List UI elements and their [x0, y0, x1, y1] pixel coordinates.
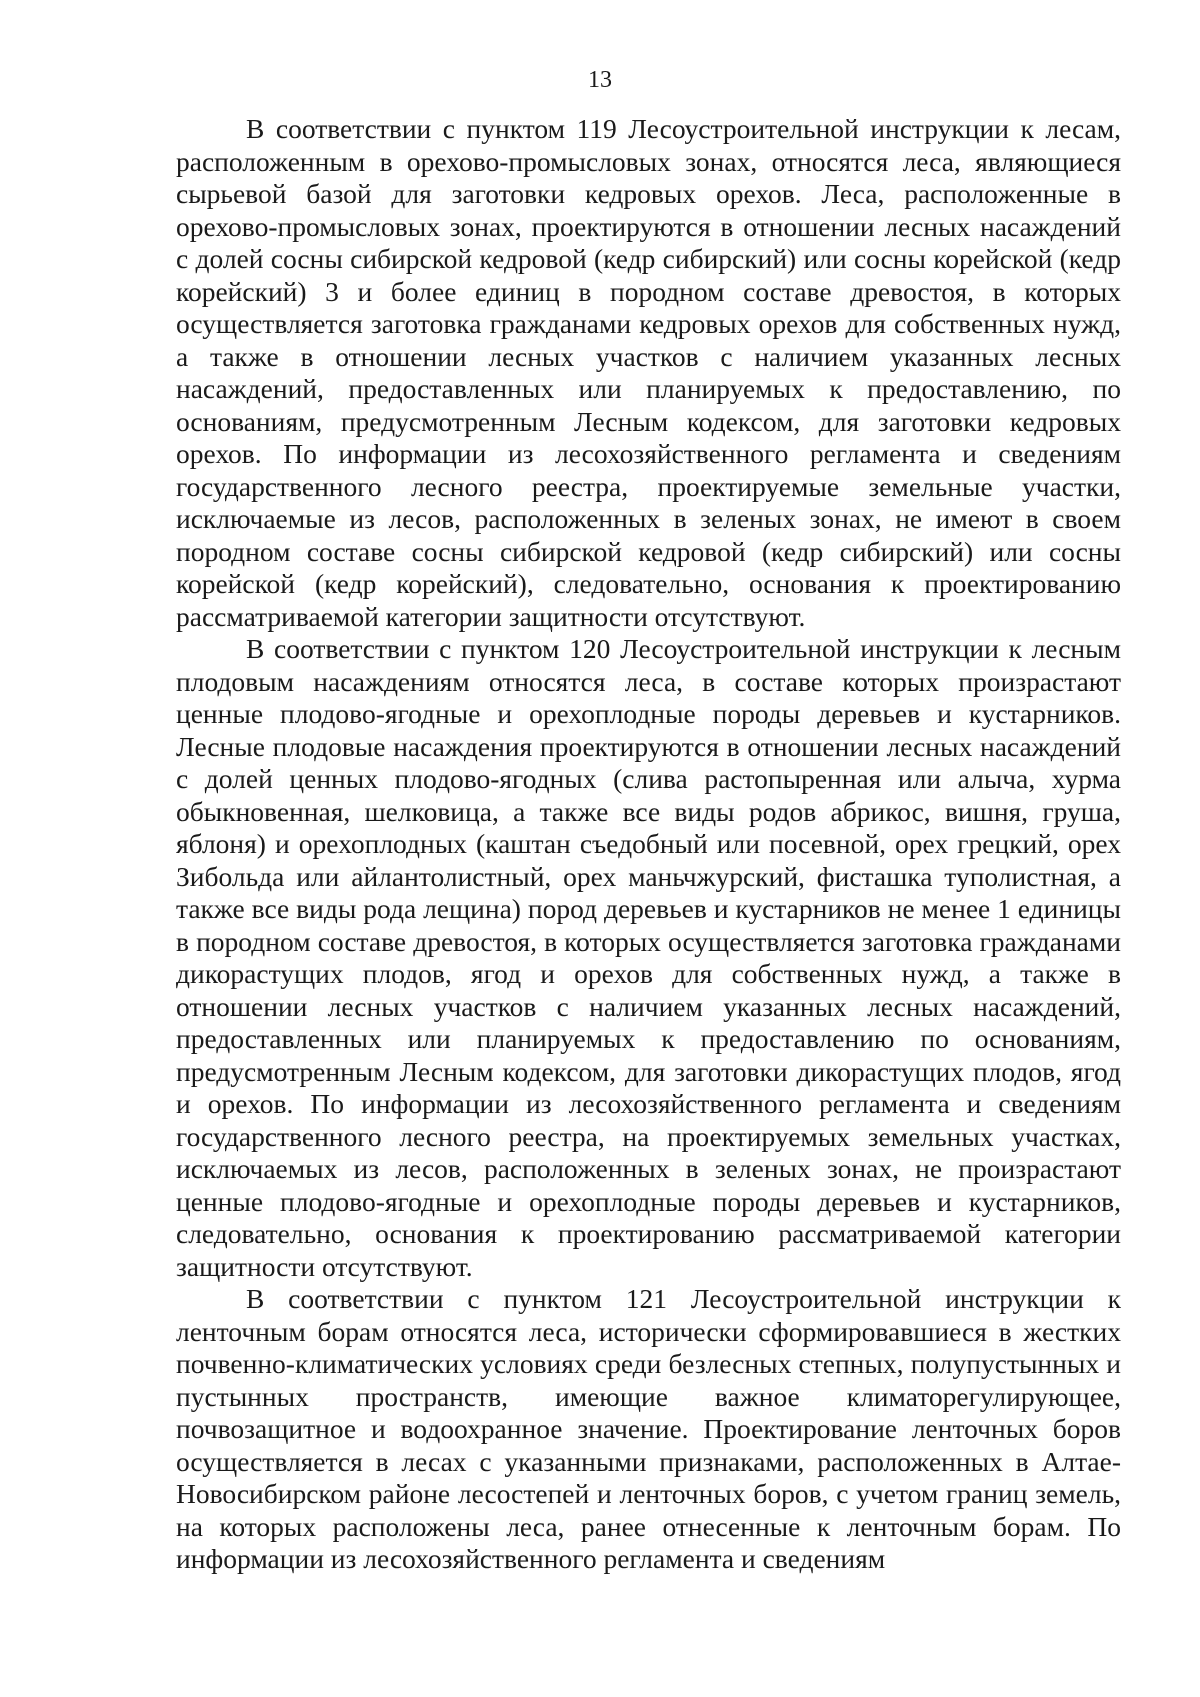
paragraph-item-121: В соответствии с пунктом 121 Лесоустроительной инструкции к ленточным борам относятся леса, исторически сформировавшиеся в жестких почвенно-климатических условиях среди безлесных степных, полупустынных и пустынных пространств, имеющие важное климаторегулирующее, почвозащитное и водоохранное значение. Проектирование ленточных боров осуществляется в лесах с указанными признаками, расположенных в Алтае-Новосибирском районе лесостепей и ленточных боров, с учетом границ земель, на которых расположены леса, ранее отнесенные к ленточным борам. По информации из лесохозяйственного регламента и сведениям: [176, 1283, 1121, 1574]
paragraph-item-119: В соответствии с пунктом 119 Лесоустроительной инструкции к лесам, расположенным в орехово-промысловых зонах, относятся леса, являющиеся сырьевой базой для заготовки кедровых орехов. Леса, расположенные в орехово-промысловых зонах, проектируются в отношении лесных насаждений с долей сосны сибирской кедровой (кедр сибирский) или сосны корейской (кедр корейский) 3 и более единиц в породном составе древостоя, в которых осуществляется заготовка гражданами кедровых орехов для собственных нужд, а также в отношении лесных участков с наличием указанных лесных насаждений, предоставленных или планируемых к предоставлению, по основаниям, предусмотренным Лесным кодексом, для заготовки кедровых орехов. По информации из лесохозяйственного регламента и сведениям государственного лесного реестра, проектируемые земельные участки, исключаемые из лесов, расположенных в зеленых зонах, не имеют в своем породном составе сосны сибирской кедровой (кедр сибирский) или сосны корейской (кедр корейский), следовательно, основания к проектированию рассматриваемой категории защитности отсутствуют.: [176, 113, 1121, 632]
document-body: [176, 113, 1121, 1576]
paragraph-item-120: В соответствии с пунктом 120 Лесоустроительной инструкции к лесным плодовым насаждениям относятся леса, в составе которых произрастают ценные плодово-ягодные и орехоплодные породы деревьев и кустарников. Лесные плодовые насаждения проектируются в отношении лесных насаждений с долей ценных плодово-ягодных (слива растопыренная или алыча, хурма обыкновенная, шелковица, а также все виды родов абрикос, вишня, груша, яблоня) и орехоплодных (каштан съедобный или посевной, орех грецкий, орех Зибольда или айлантолистный, орех маньчжурский, фисташка туполистная, а также все виды рода лещина) пород деревьев и кустарников не менее 1 единицы в породном составе древостоя, в которых осуществляется заготовка гражданами дикорастущих плодов, ягод и орехов для собственных нужд, а также в отношении лесных участков с наличием указанных лесных насаждений, предоставленных или планируемых к предоставлению по основаниям, предусмотренным Лесным кодексом, для заготовки дикорастущих плодов, ягод и орехов. По информации из лесохозяйственного регламента и сведениям государственного лесного реестра, на проектируемых земельных участках, исключаемых из лесов, расположенных в зеленых зонах, не произрастают ценные плодово-ягодные и орехоплодные породы деревьев и кустарников, следовательно, основания к проектированию рассматриваемой категории защитности отсутствуют.: [176, 633, 1121, 1282]
page-number: 13: [588, 67, 612, 93]
